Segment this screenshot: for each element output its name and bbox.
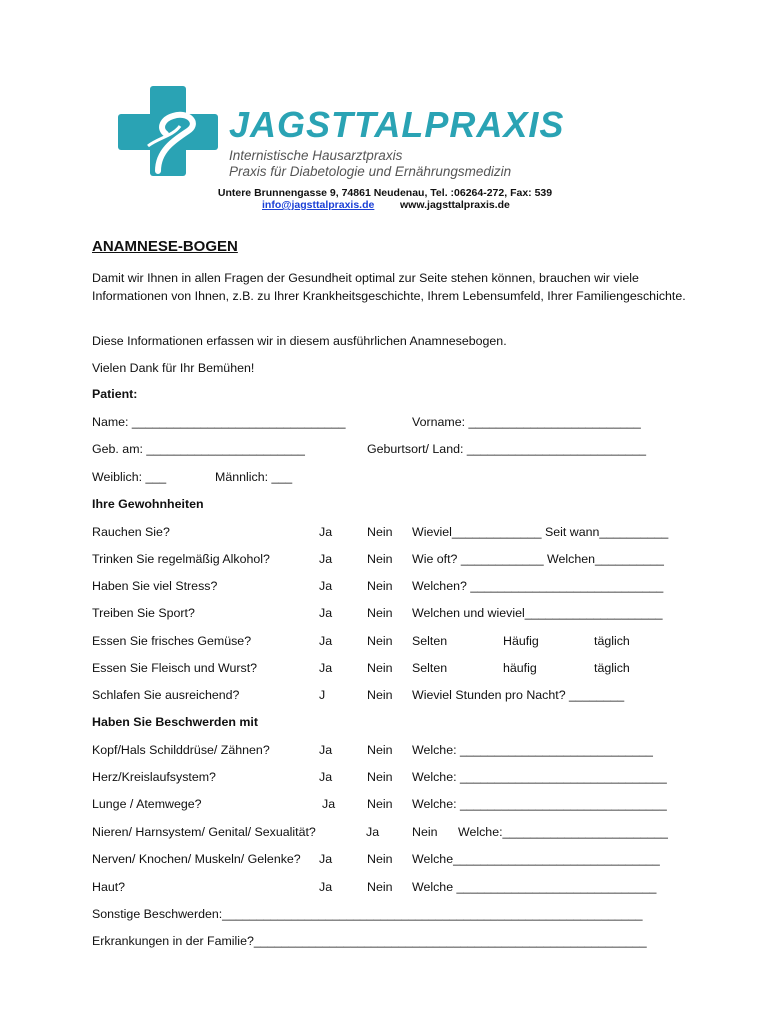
habit-question: Essen Sie frisches Gemüse? xyxy=(92,634,252,648)
frequency-daily-option[interactable]: täglich xyxy=(594,661,630,675)
complaint-detail-field[interactable]: Welche _____________________________ xyxy=(412,880,657,894)
vorname-field[interactable]: Vorname: _________________________ xyxy=(412,415,641,429)
website-text: www.jagsttalpraxis.de xyxy=(400,199,510,211)
habit-question: Treiben Sie Sport? xyxy=(92,606,195,620)
frequency-often-option[interactable]: häufig xyxy=(503,661,537,675)
no-option[interactable]: Nein xyxy=(367,770,393,784)
no-option[interactable]: Nein xyxy=(367,688,393,702)
brand-subtitle-1: Internistische Hausarztpraxis xyxy=(229,148,403,163)
frequency-rarely-option[interactable]: Selten xyxy=(412,661,448,675)
no-option[interactable]: Nein xyxy=(412,825,438,839)
habit-detail-field[interactable]: Welchen? ____________________________ xyxy=(412,579,664,593)
no-option[interactable]: Nein xyxy=(367,606,393,620)
complaints-heading: Haben Sie Beschwerden mit xyxy=(92,715,258,729)
habit-question: Trinken Sie regelmäßig Alkohol? xyxy=(92,552,270,566)
birthdate-field[interactable]: Geb. am: _______________________ xyxy=(92,442,305,456)
other-complaints-field[interactable]: Sonstige Beschwerden:_____________________________________________________________ xyxy=(92,907,643,921)
form-title: ANAMNESE-BOGEN xyxy=(92,238,238,255)
brand-name: JAGSTTALPRAXIS xyxy=(229,104,565,145)
habit-detail-field[interactable]: Wie oft? ____________ Welchen__________ xyxy=(412,552,664,566)
complaint-detail-field[interactable]: Welche:________________________ xyxy=(458,825,668,839)
address-line: Untere Brunnengasse 9, 74861 Neudenau, Tel. :06264-272, Fax: 539 xyxy=(217,187,553,199)
yes-option[interactable]: Ja xyxy=(319,743,333,757)
intro-paragraph-2: Diese Informationen erfassen wir in diesem ausführlichen Anamnesebogen. xyxy=(92,334,507,348)
no-option[interactable]: Nein xyxy=(367,552,393,566)
email-link[interactable]: info@jagsttalpraxis.de xyxy=(262,199,375,211)
no-option[interactable]: Nein xyxy=(367,525,393,539)
complaint-detail-field[interactable]: Welche: ______________________________ xyxy=(412,770,667,784)
yes-option[interactable]: Ja xyxy=(319,525,333,539)
habit-detail-field[interactable]: Wieviel Stunden pro Nacht? ________ xyxy=(412,688,625,702)
birthplace-field[interactable]: Geburtsort/ Land: __________________________ xyxy=(367,442,647,456)
no-option[interactable]: Nein xyxy=(367,852,393,866)
complaint-question: Kopf/Hals Schilddrüse/ Zähnen? xyxy=(92,743,270,757)
complaint-question: Nieren/ Harnsystem/ Genital/ Sexualität? xyxy=(92,825,316,839)
yes-option[interactable]: Ja xyxy=(322,797,336,811)
patient-heading: Patient: xyxy=(92,387,138,401)
no-option[interactable]: Nein xyxy=(367,661,393,675)
habit-question: Schlafen Sie ausreichend? xyxy=(92,688,240,702)
habit-detail-field[interactable]: Welchen und wieviel____________________ xyxy=(412,606,663,620)
yes-option[interactable]: Ja xyxy=(319,661,333,675)
habit-question: Rauchen Sie? xyxy=(92,525,170,539)
no-option[interactable]: Nein xyxy=(367,797,393,811)
frequency-often-option[interactable]: Häufig xyxy=(503,634,539,648)
yes-option[interactable]: Ja xyxy=(319,770,333,784)
yes-option[interactable]: Ja xyxy=(319,634,333,648)
yes-option[interactable]: Ja xyxy=(319,880,333,894)
complaint-detail-field[interactable]: Welche: ____________________________ xyxy=(412,743,653,757)
yes-option[interactable]: J xyxy=(319,688,326,702)
thanks-text: Vielen Dank für Ihr Bemühen! xyxy=(92,361,255,375)
yes-option[interactable]: Ja xyxy=(319,852,333,866)
complaint-question: Herz/Kreislaufsystem? xyxy=(92,770,216,784)
habit-detail-field[interactable]: Wieviel_____________ Seit wann__________ xyxy=(412,525,669,539)
name-field[interactable]: Name: _______________________________ xyxy=(92,415,346,429)
frequency-rarely-option[interactable]: Selten xyxy=(412,634,448,648)
no-option[interactable]: Nein xyxy=(367,880,393,894)
female-field[interactable]: Weiblich: ___ xyxy=(92,470,167,484)
complaint-question: Haut? xyxy=(92,880,126,894)
habit-question: Essen Sie Fleisch und Wurst? xyxy=(92,661,258,675)
habits-heading: Ihre Gewohnheiten xyxy=(92,497,204,511)
male-field[interactable]: Männlich: ___ xyxy=(215,470,293,484)
yes-option[interactable]: Ja xyxy=(319,606,333,620)
complaint-question: Lunge / Atemwege? xyxy=(92,797,202,811)
no-option[interactable]: Nein xyxy=(367,634,393,648)
no-option[interactable]: Nein xyxy=(367,579,393,593)
intro-paragraph: Damit wir Ihnen in allen Fragen der Gesundheit optimal zur Seite stehen können, brauchen wir viele Informationen von Ihnen, z.B. zu Ihrer Krankheitsgeschichte, Ihrem Lebensumfeld, Ihrer Familiengeschichte. xyxy=(92,271,686,303)
complaint-question: Nerven/ Knochen/ Muskeln/ Gelenke? xyxy=(92,852,301,866)
yes-option[interactable]: Ja xyxy=(319,552,333,566)
family-history-field[interactable]: Erkrankungen in der Familie?_________________________________________________________ xyxy=(92,934,647,948)
yes-option[interactable]: Ja xyxy=(319,579,333,593)
yes-option[interactable]: Ja xyxy=(366,825,380,839)
frequency-daily-option[interactable]: täglich xyxy=(594,634,630,648)
brand-subtitle-2: Praxis für Diabetologie und Ernährungsmedizin xyxy=(229,164,512,179)
complaint-detail-field[interactable]: Welche______________________________ xyxy=(412,852,660,866)
complaint-detail-field[interactable]: Welche: ______________________________ xyxy=(412,797,667,811)
no-option[interactable]: Nein xyxy=(367,743,393,757)
habit-question: Haben Sie viel Stress? xyxy=(92,579,218,593)
